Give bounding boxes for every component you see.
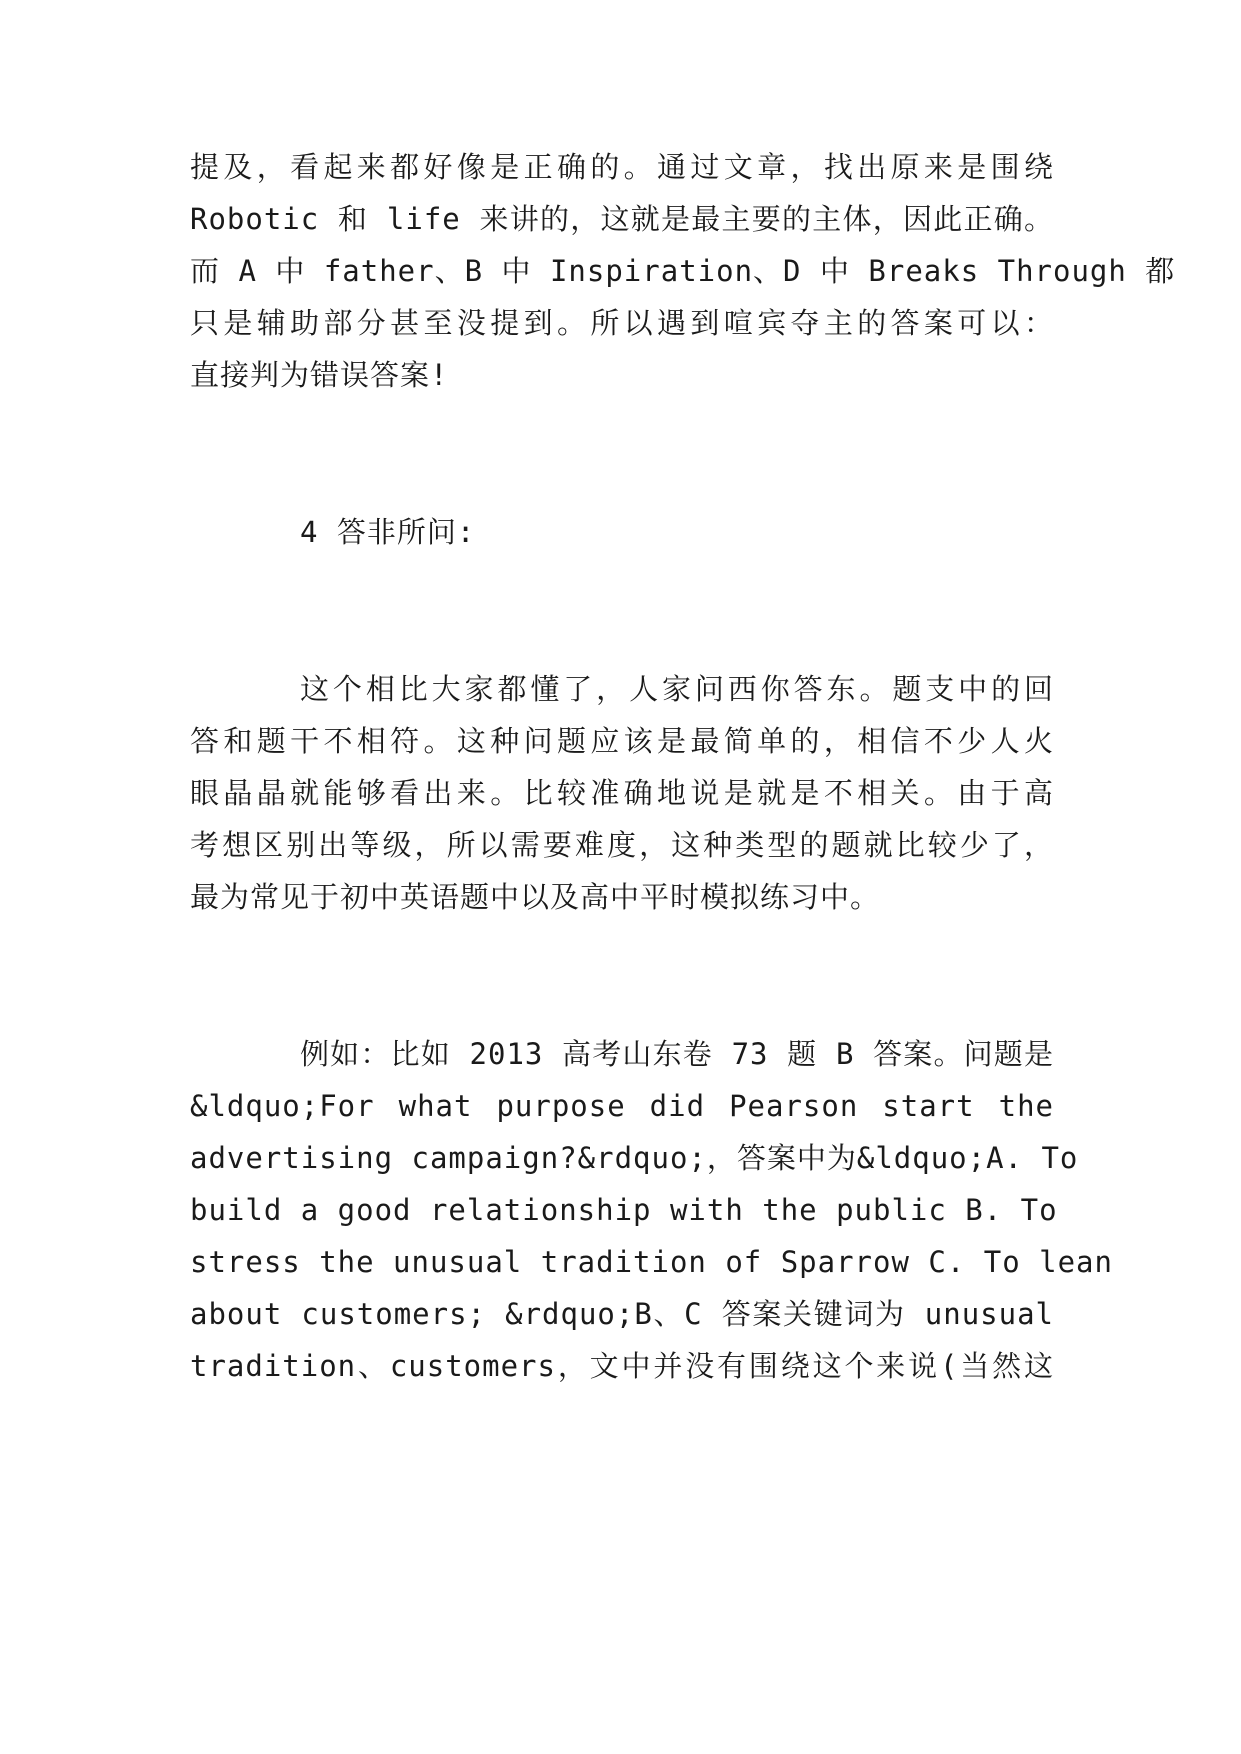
paragraph-3-line-7: tradition、customers，文中并没有围绕这个来说(当然这 [190, 1349, 1054, 1383]
paragraph-1-line-1: 提及，看起来都好像是正确的。通过文章，找出原来是围绕 [190, 150, 1054, 184]
paragraph-3-line-6: about customers; &rdquo;B、C 答案关键词为 unusual [190, 1297, 1054, 1331]
paragraph-1-line-2: Robotic 和 life 来讲的，这就是最主要的主体，因此正确。 [190, 202, 1054, 236]
paragraph-1-line-4: 只是辅助部分甚至没提到。所以遇到喧宾夺主的答案可以： [190, 306, 1054, 340]
paragraph-2-line-2: 答和题干不相符。这种问题应该是最简单的，相信不少人火 [190, 724, 1054, 758]
paragraph-3-line-4: build a good relationship with the public B. To [190, 1193, 1058, 1227]
paragraph-1-line-5: 直接判为错误答案! [190, 358, 449, 392]
paragraph-2-line-3: 眼晶晶就能够看出来。比较准确地说是就是不相关。由于高 [190, 776, 1054, 810]
paragraph-2-line-4: 考想区别出等级，所以需要难度，这种类型的题就比较少了， [190, 828, 1054, 862]
paragraph-2-line-1: 这个相比大家都懂了，人家问西你答东。题支中的回 [300, 672, 1054, 706]
section-heading-4: 4 答非所问: [300, 515, 476, 549]
paragraph-3-line-2: &ldquo;For what purpose did Pearson start the [190, 1089, 1054, 1123]
paragraph-3-line-1: 例如：比如 2013 高考山东卷 73 题 B 答案。问题是 [300, 1037, 1054, 1071]
paragraph-2-line-5: 最为常见于初中英语题中以及高中平时模拟练习中。 [190, 880, 881, 914]
paragraph-3-line-5: stress the unusual tradition of Sparrow C. To lean [190, 1245, 1113, 1279]
paragraph-1-line-3: 而 A 中 father、B 中 Inspiration、D 中 Breaks Through 都 [190, 254, 1176, 288]
paragraph-3-line-3: advertising campaign?&rdquo;，答案中为&ldquo;A. To [190, 1141, 1079, 1175]
